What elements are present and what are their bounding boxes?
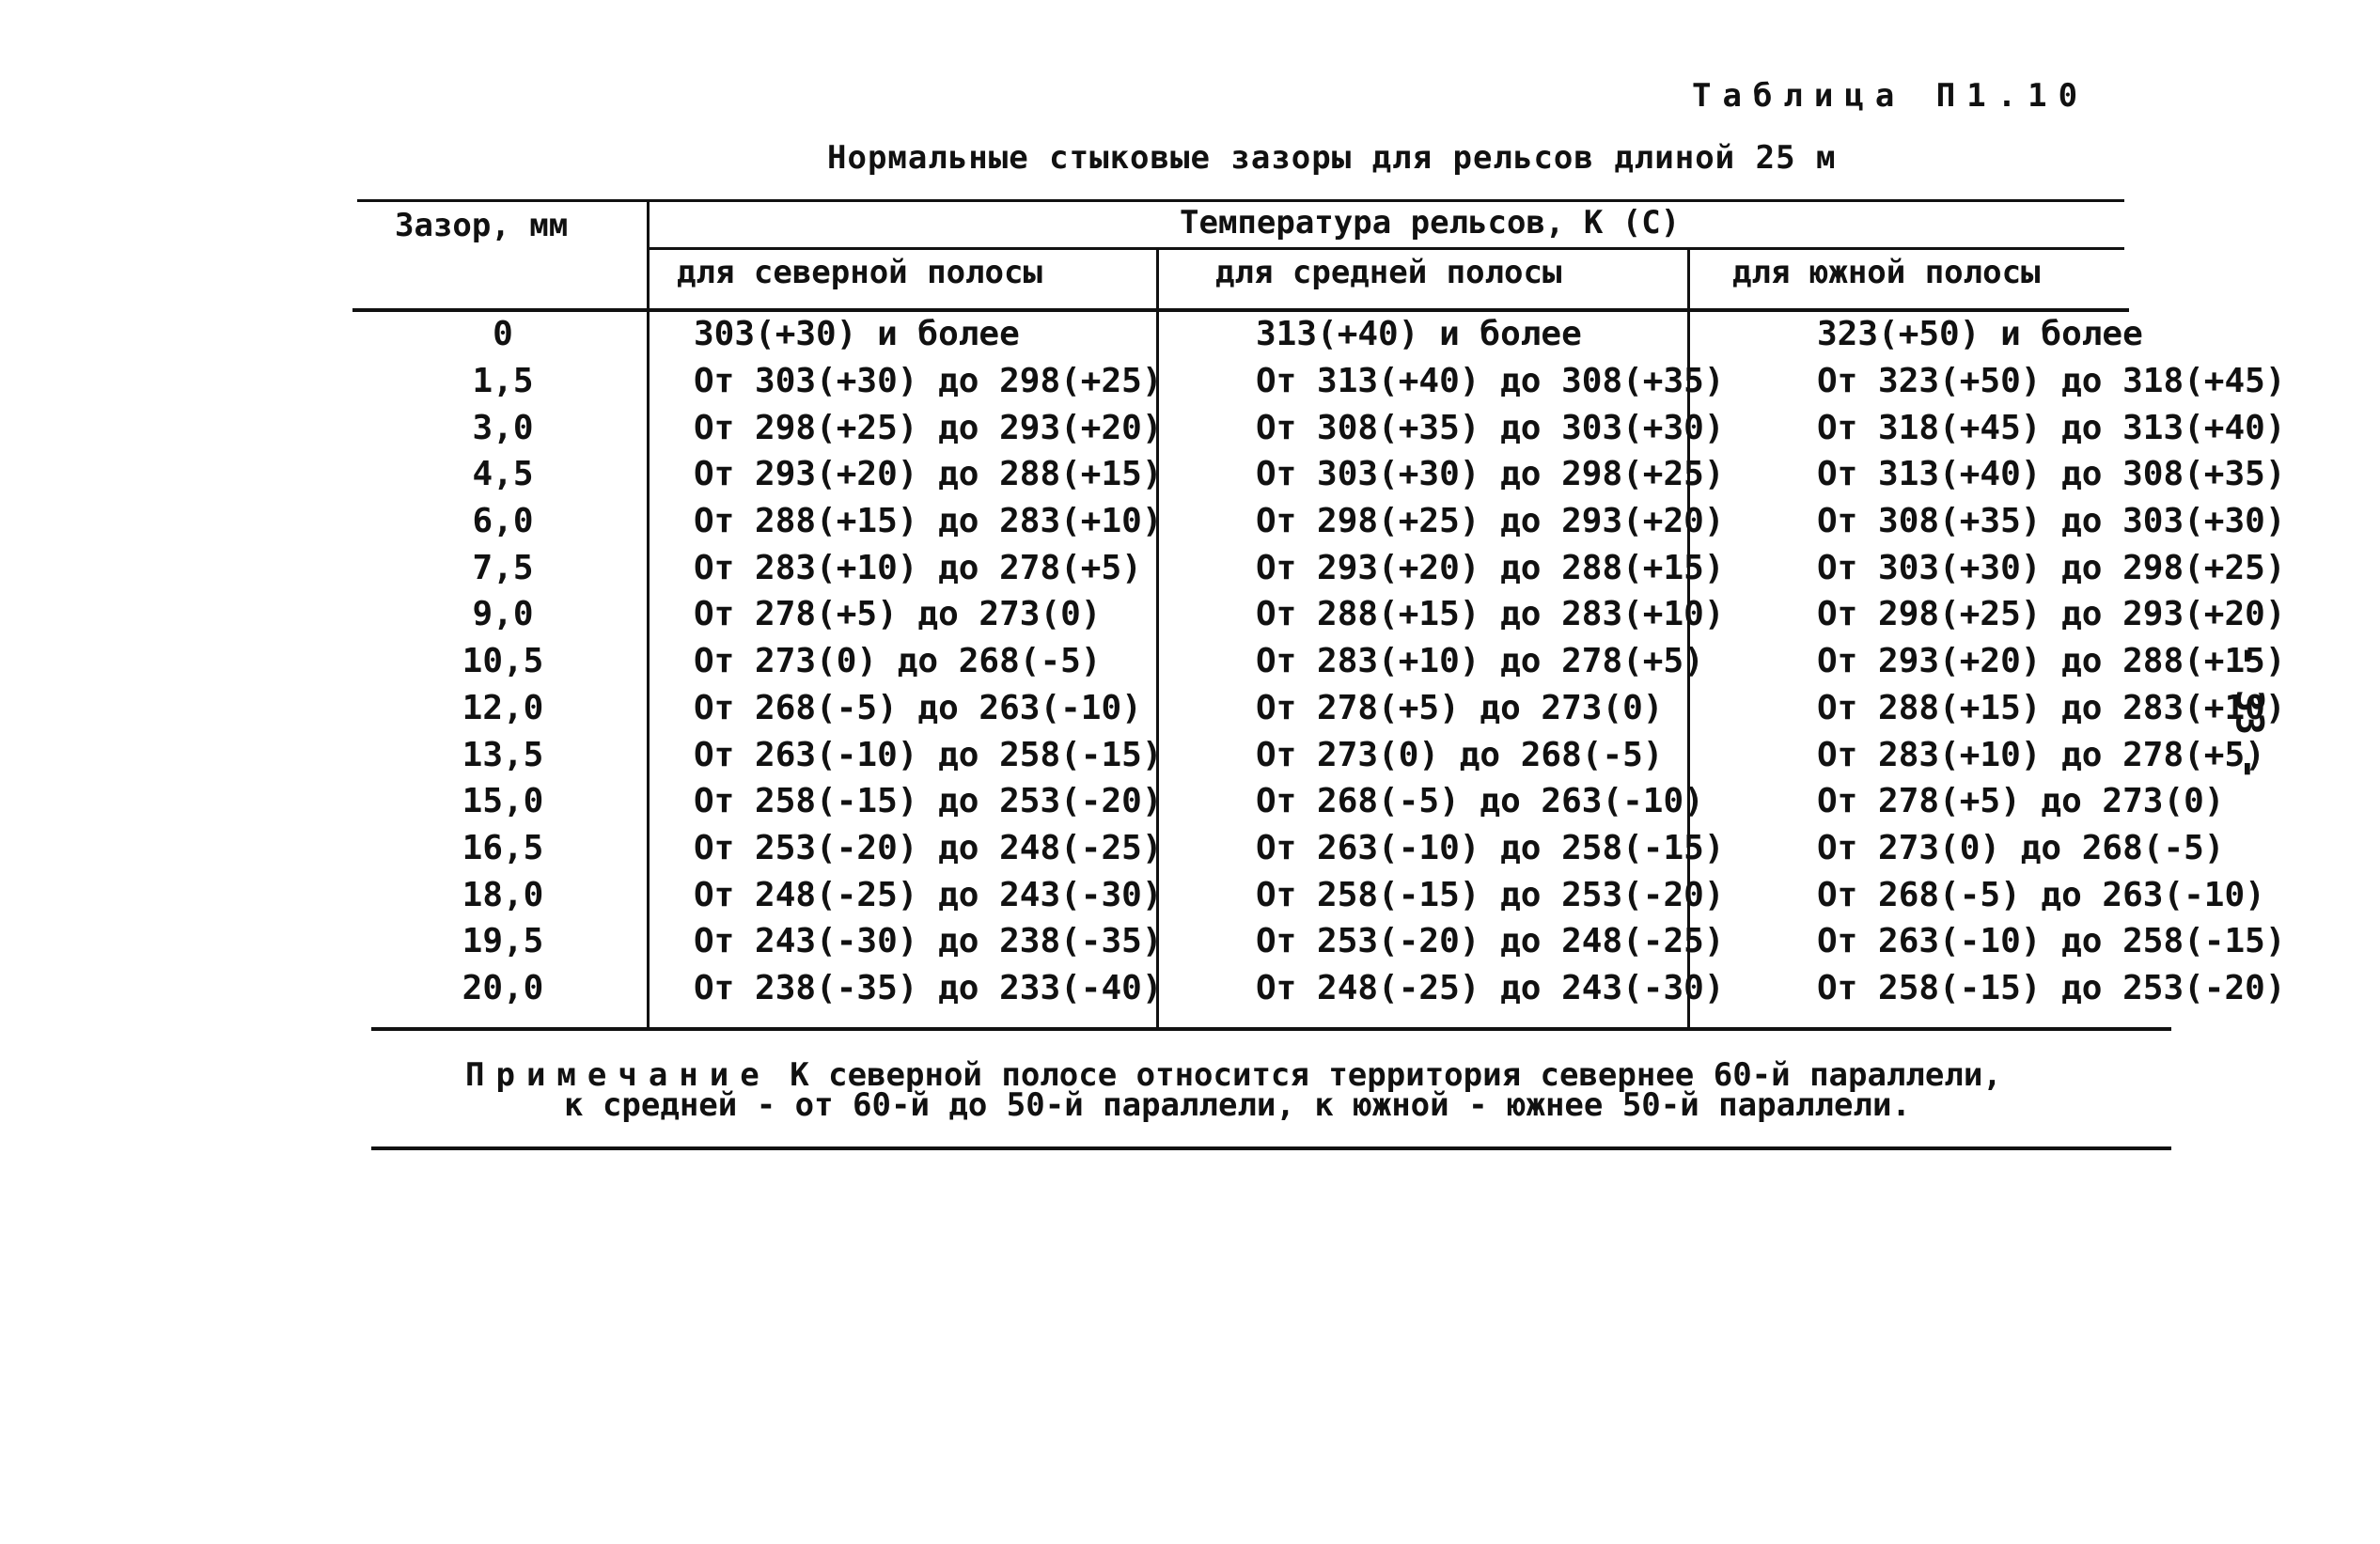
north-cell: От 273(0) до 268(-5) (694, 642, 1102, 681)
note-line2: к средней - от 60-й до 50-й параллели, к южной - южнее 50-й параллели. (564, 1086, 1911, 1124)
north-cell: От 278(+5) до 273(0) (694, 595, 1102, 634)
table-label: Таблица П1.10 (1692, 77, 2090, 115)
header-middle: для средней полосы (1215, 254, 1562, 291)
south-cell: От 293(+20) до 288(+15) (1817, 642, 2286, 681)
header-south: для южной полосы (1732, 254, 2041, 291)
south-cell: От 323(+50) до 318(+45) (1817, 362, 2286, 401)
table-body (357, 311, 2306, 1011)
north-cell: От 293(+20) до 288(+15) (694, 455, 1163, 494)
table-row (357, 544, 2306, 591)
page-number: - 33 - (2227, 644, 2271, 781)
north-cell: От 303(+30) до 298(+25) (694, 362, 1163, 401)
middle-cell: От 298(+25) до 293(+20) (1256, 502, 1725, 541)
header-temperature: Температура рельсов, К (С) (1180, 204, 1681, 242)
north-cell: От 263(-10) до 258(-15) (694, 735, 1163, 774)
table-row (357, 871, 2306, 918)
south-cell: От 313(+40) до 308(+35) (1817, 455, 2286, 494)
gap-cell: 10,5 (462, 642, 544, 681)
header-gap: Зазор, мм (395, 207, 569, 244)
north-cell: От 238(-35) до 233(-40) (694, 968, 1163, 1007)
gap-cell: 16,5 (462, 828, 544, 867)
gap-cell: 9,0 (472, 595, 534, 634)
gap-cell: 12,0 (462, 688, 544, 727)
gap-cell: 19,5 (462, 922, 544, 961)
table-row (357, 404, 2306, 451)
table-row (357, 498, 2306, 545)
south-cell: От 263(-10) до 258(-15) (1817, 922, 2286, 961)
south-cell: От 288(+15) до 283(+10) (1817, 688, 2286, 727)
gap-cell: 13,5 (462, 735, 544, 774)
north-cell: От 298(+25) до 293(+20) (694, 408, 1163, 447)
gap-cell: 7,5 (472, 548, 534, 587)
note-label: Примечание (465, 1056, 771, 1094)
gap-cell: 4,5 (472, 455, 534, 494)
south-cell: От 278(+5) до 273(0) (1817, 782, 2225, 821)
middle-cell: От 288(+15) до 283(+10) (1256, 595, 1725, 634)
north-cell: От 243(-30) до 238(-35) (694, 922, 1163, 961)
south-cell: От 273(0) до 268(-5) (1817, 828, 2225, 867)
gap-table (357, 311, 2306, 1011)
north-cell: От 268(-5) до 263(-10) (694, 688, 1142, 727)
middle-cell: От 268(-5) до 263(-10) (1256, 782, 1704, 821)
north-cell: От 253(-20) до 248(-25) (694, 828, 1163, 867)
gap-cell: 18,0 (462, 875, 544, 914)
north-cell: От 288(+15) до 283(+10) (694, 502, 1163, 541)
table-row (357, 358, 2306, 405)
middle-cell: 313(+40) и более (1256, 315, 1582, 354)
rule-note-bottom (371, 1146, 2171, 1150)
middle-cell: От 308(+35) до 303(+30) (1256, 408, 1725, 447)
south-cell: От 308(+35) до 303(+30) (1817, 502, 2286, 541)
table-row (357, 685, 2306, 732)
table-row (357, 918, 2306, 965)
table-row (357, 591, 2306, 638)
south-cell: От 298(+25) до 293(+20) (1817, 595, 2286, 634)
gap-cell: 20,0 (462, 968, 544, 1007)
table-row (357, 731, 2306, 778)
middle-cell: От 313(+40) до 308(+35) (1256, 362, 1725, 401)
south-cell: От 258(-15) до 253(-20) (1817, 968, 2286, 1007)
middle-cell: От 253(-20) до 248(-25) (1256, 922, 1725, 961)
table-row (357, 638, 2306, 685)
middle-cell: От 273(0) до 268(-5) (1256, 735, 1664, 774)
table-row (357, 451, 2306, 498)
north-cell: От 283(+10) до 278(+5) (694, 548, 1142, 587)
note (465, 1056, 2002, 1124)
rule-top (357, 199, 2124, 202)
south-cell: От 303(+30) до 298(+25) (1817, 548, 2286, 587)
table-row (357, 778, 2306, 825)
table-row (357, 825, 2306, 872)
gap-cell: 1,5 (472, 362, 534, 401)
middle-cell: От 283(+10) до 278(+5) (1256, 642, 1704, 681)
middle-cell: От 258(-15) до 253(-20) (1256, 875, 1725, 914)
gap-cell: 6,0 (472, 502, 534, 541)
north-cell: От 258(-15) до 253(-20) (694, 782, 1163, 821)
middle-cell: От 263(-10) до 258(-15) (1256, 828, 1725, 867)
rule-table-bottom (371, 1027, 2171, 1031)
gap-cell: 15,0 (462, 782, 544, 821)
rule-subheader (649, 247, 2124, 250)
middle-cell: От 303(+30) до 298(+25) (1256, 455, 1725, 494)
south-cell: От 268(-5) до 263(-10) (1817, 875, 2265, 914)
south-cell: 323(+50) и более (1817, 315, 2143, 354)
header-north: для северной полосы (677, 254, 1042, 291)
table-title: Нормальные стыковые зазоры для рельсов длиной 25 м (827, 139, 1837, 177)
table-row (357, 965, 2306, 1012)
north-cell: От 248(-25) до 243(-30) (694, 875, 1163, 914)
gap-cell: 0 (493, 315, 513, 354)
table-row (357, 311, 2306, 358)
gap-cell: 3,0 (472, 408, 534, 447)
middle-cell: От 248(-25) до 243(-30) (1256, 968, 1725, 1007)
north-cell: 303(+30) и более (694, 315, 1020, 354)
south-cell: От 318(+45) до 313(+40) (1817, 408, 2286, 447)
note-line1: К северной полосе относится территория севернее 60-й параллели, (790, 1056, 2002, 1094)
south-cell: От 283(+10) до 278(+5) (1817, 735, 2265, 774)
middle-cell: От 293(+20) до 288(+15) (1256, 548, 1725, 587)
middle-cell: От 278(+5) до 273(0) (1256, 688, 1664, 727)
